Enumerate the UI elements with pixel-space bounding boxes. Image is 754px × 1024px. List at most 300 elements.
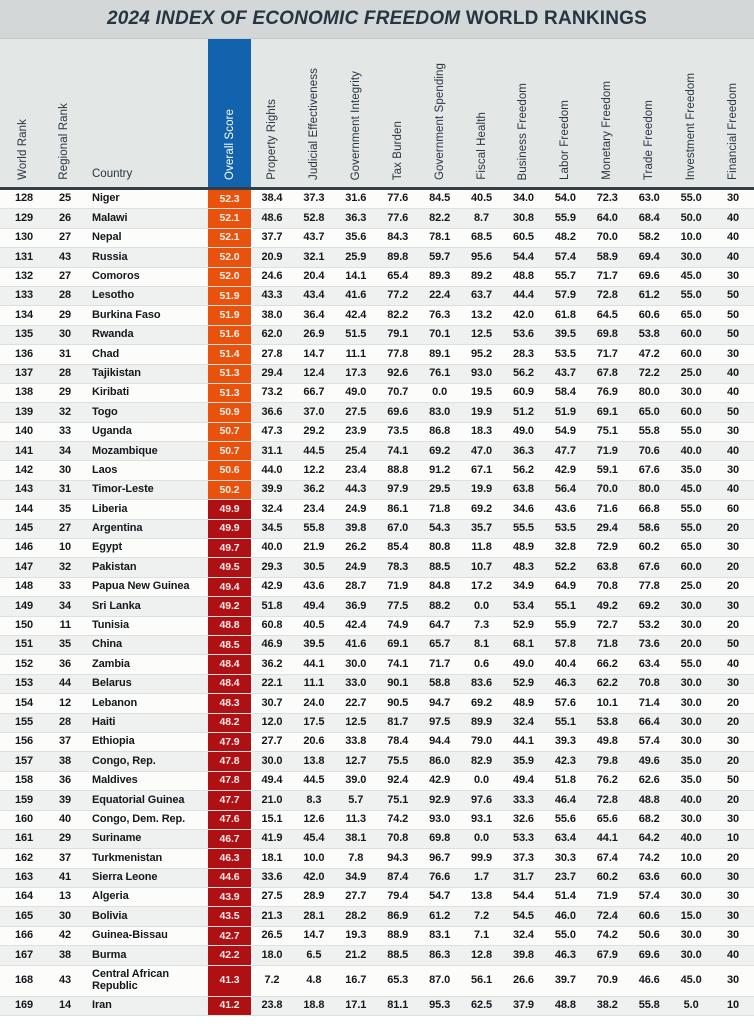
score-value-cell: 73.5 — [387, 425, 409, 438]
score-value-cell: 41.6 — [345, 638, 367, 651]
score-value-cell: 30.0 — [680, 619, 702, 632]
score-value-cell: 55.0 — [680, 289, 702, 302]
score-value-cell: 22.7 — [345, 696, 367, 709]
score-value-cell: 83.1 — [429, 929, 451, 942]
score-value-cell: 61.8 — [554, 308, 576, 321]
score-value-cell: 42.0 — [512, 308, 534, 321]
score-value-cell: 44.3 — [345, 483, 367, 496]
score-value-cell: 90.5 — [387, 696, 409, 709]
score-value-cell: 66.8 — [638, 502, 660, 515]
table-row — [0, 907, 754, 926]
score-value-cell: 93.1 — [471, 812, 493, 825]
score-value-cell: 69.1 — [387, 638, 409, 651]
score-value-cell: 72.2 — [638, 366, 660, 379]
score-value-cell: 30 — [727, 192, 740, 205]
score-value-cell: 39.5 — [554, 328, 576, 341]
score-value-cell: 74.9 — [387, 619, 409, 632]
score-value-cell: 82.2 — [387, 308, 409, 321]
score-value-cell: 78.1 — [429, 231, 451, 244]
score-value-cell: 88.2 — [429, 599, 451, 612]
score-value-cell: 42.9 — [554, 463, 576, 476]
score-value-cell: 30 — [727, 909, 740, 922]
regional-rank-cell: 11 — [59, 619, 71, 632]
table-row — [0, 869, 754, 888]
score-value-cell: 57.6 — [554, 696, 576, 709]
overall-score-cell: 51.4 — [208, 345, 251, 363]
score-value-cell: 35.0 — [680, 463, 702, 476]
table-row — [0, 326, 754, 345]
score-value-cell: 35.0 — [680, 754, 702, 767]
score-value-cell: 40.0 — [680, 444, 702, 457]
regional-rank-cell: 39 — [58, 793, 71, 806]
score-value-cell: 22.1 — [261, 677, 283, 690]
score-value-cell: 40.0 — [680, 793, 702, 806]
score-value-cell: 36.3 — [512, 444, 534, 457]
score-value-cell: 31.1 — [261, 444, 283, 457]
score-value-cell: 68.5 — [471, 231, 493, 244]
score-value-cell: 58.6 — [638, 522, 660, 535]
world-rank-cell: 132 — [14, 269, 33, 282]
score-value-cell: 25.0 — [680, 580, 702, 593]
score-value-cell: 39.5 — [303, 638, 325, 651]
overall-score-cell: 43.9 — [208, 888, 251, 906]
score-value-cell: 65.4 — [387, 269, 409, 282]
score-value-cell: 11.1 — [303, 677, 325, 690]
score-value-cell: 55.8 — [638, 999, 660, 1012]
score-value-cell: 53.4 — [512, 599, 534, 612]
column-header-labor-freedom — [544, 39, 586, 187]
score-value-cell: 69.6 — [638, 948, 660, 961]
score-value-cell: 39.9 — [261, 483, 283, 496]
world-rank-cell: 161 — [14, 832, 33, 845]
regional-rank-cell: 30 — [58, 909, 71, 922]
table-row — [0, 655, 754, 674]
score-value-cell: 28.2 — [345, 909, 367, 922]
score-value-cell: 55.5 — [512, 522, 534, 535]
score-value-cell: 55.1 — [554, 715, 576, 728]
score-value-cell: 71.7 — [429, 657, 451, 670]
column-header-business-freedom — [503, 39, 545, 187]
score-value-cell: 10.1 — [596, 696, 618, 709]
world-rank-cell: 143 — [14, 483, 33, 496]
score-value-cell: 49.0 — [512, 425, 534, 438]
regional-rank-cell: 43 — [58, 250, 71, 263]
score-value-cell: 91.2 — [429, 463, 451, 476]
score-value-cell: 30 — [727, 735, 740, 748]
table-row — [0, 481, 754, 500]
score-value-cell: 56.2 — [512, 366, 534, 379]
score-value-cell: 71.7 — [596, 269, 618, 282]
score-value-cell: 50 — [727, 774, 740, 787]
column-header-world-rank — [0, 39, 45, 187]
score-value-cell: 80.8 — [429, 541, 451, 554]
score-value-cell: 42.9 — [261, 580, 283, 593]
score-value-cell: 33.0 — [345, 677, 367, 690]
country-cell: Sri Lanka — [92, 599, 141, 612]
score-value-cell: 12.7 — [345, 754, 367, 767]
overall-score-cell: 46.7 — [208, 830, 251, 848]
country-cell: Egypt — [92, 541, 123, 554]
score-value-cell: 32.4 — [512, 929, 534, 942]
score-value-cell: 40 — [727, 657, 740, 670]
score-value-cell: 17.3 — [345, 366, 367, 379]
score-value-cell: 67.6 — [638, 463, 660, 476]
overall-score-cell: 50.2 — [208, 481, 251, 499]
score-value-cell: 13.8 — [471, 890, 493, 903]
column-header-investment-freedom — [670, 39, 712, 187]
score-value-cell: 94.7 — [429, 696, 451, 709]
table-row — [0, 927, 754, 946]
score-value-cell: 19.5 — [471, 386, 493, 399]
overall-score-cell: 52.0 — [208, 268, 251, 286]
score-value-cell: 48.3 — [512, 560, 534, 573]
score-value-cell: 44.1 — [303, 657, 325, 670]
score-value-cell: 54.7 — [429, 890, 451, 903]
score-value-cell: 36.6 — [261, 405, 283, 418]
score-value-cell: 34.0 — [512, 192, 534, 205]
score-value-cell: 54.5 — [512, 909, 534, 922]
score-value-cell: 79.0 — [471, 735, 493, 748]
score-value-cell: 14.7 — [303, 929, 325, 942]
score-value-cell: 38.4 — [261, 192, 283, 205]
score-value-cell: 56.4 — [554, 483, 576, 496]
score-value-cell: 30 — [727, 463, 740, 476]
world-rank-cell: 157 — [14, 754, 33, 767]
score-value-cell: 8.3 — [306, 793, 322, 806]
table-row — [0, 229, 754, 248]
score-value-cell: 77.5 — [387, 599, 409, 612]
score-value-cell: 0.0 — [432, 386, 448, 399]
score-value-cell: 37.9 — [512, 999, 534, 1012]
score-value-cell: 88.8 — [387, 463, 409, 476]
score-value-cell: 97.5 — [429, 715, 451, 728]
score-value-cell: 42.0 — [303, 871, 325, 884]
score-value-cell: 55.0 — [680, 502, 702, 515]
score-value-cell: 60.2 — [596, 871, 618, 884]
regional-rank-cell: 25 — [58, 192, 71, 205]
column-header-label: Property Rights — [265, 99, 278, 180]
score-value-cell: 97.9 — [387, 483, 409, 496]
score-value-cell: 75.1 — [387, 793, 409, 806]
score-value-cell: 24.9 — [345, 502, 367, 515]
score-value-cell: 49.4 — [512, 774, 534, 787]
overall-score-cell: 42.2 — [208, 946, 251, 964]
table-row — [0, 248, 754, 267]
regional-rank-cell: 36 — [58, 657, 71, 670]
score-value-cell: 8.7 — [474, 211, 490, 224]
overall-score-cell: 46.3 — [208, 849, 251, 867]
table-row — [0, 636, 754, 655]
overall-score-cell: 49.4 — [208, 578, 251, 596]
score-value-cell: 37.3 — [303, 192, 325, 205]
score-value-cell: 88.5 — [429, 560, 451, 573]
overall-score-cell: 52.1 — [208, 209, 251, 227]
score-value-cell: 55.0 — [680, 657, 702, 670]
score-value-cell: 67.4 — [596, 851, 618, 864]
score-value-cell: 71.7 — [596, 347, 618, 360]
overall-score-cell: 49.5 — [208, 558, 251, 576]
score-value-cell: 55.0 — [680, 425, 702, 438]
score-value-cell: 23.7 — [554, 871, 576, 884]
score-value-cell: 48.9 — [512, 541, 534, 554]
score-value-cell: 84.3 — [387, 231, 409, 244]
column-header-judicial-effectiveness — [293, 39, 335, 187]
regional-rank-cell: 36 — [58, 774, 71, 787]
score-value-cell: 30 — [727, 269, 740, 282]
world-rank-cell: 154 — [14, 696, 33, 709]
score-value-cell: 47.2 — [638, 347, 660, 360]
world-rank-cell: 165 — [14, 909, 33, 922]
score-value-cell: 46.9 — [261, 638, 283, 651]
score-value-cell: 36.2 — [261, 657, 283, 670]
score-value-cell: 30.0 — [680, 696, 702, 709]
score-value-cell: 46.0 — [554, 909, 576, 922]
table-row — [0, 365, 754, 384]
score-value-cell: 55.6 — [554, 812, 576, 825]
overall-score-cell: 50.9 — [208, 403, 251, 421]
score-value-cell: 57.4 — [554, 250, 576, 263]
score-value-cell: 38.2 — [596, 999, 618, 1012]
score-value-cell: 7.3 — [474, 619, 490, 632]
score-value-cell: 53.3 — [512, 832, 534, 845]
score-value-cell: 61.2 — [429, 909, 451, 922]
overall-score-cell: 41.3 — [208, 966, 251, 996]
score-value-cell: 24.0 — [303, 696, 325, 709]
table-row — [0, 772, 754, 791]
overall-score-cell: 50.6 — [208, 461, 251, 479]
score-value-cell: 44.1 — [596, 832, 618, 845]
score-value-cell: 20.9 — [261, 250, 283, 263]
score-value-cell: 17.1 — [345, 999, 367, 1012]
overall-score-cell: 48.3 — [208, 694, 251, 712]
column-header-label: Fiscal Health — [475, 112, 488, 180]
regional-rank-cell: 33 — [58, 580, 71, 593]
score-value-cell: 79.1 — [387, 328, 409, 341]
score-value-cell: 58.4 — [554, 386, 576, 399]
country-cell: Tajikistan — [92, 366, 141, 379]
score-value-cell: 68.4 — [638, 211, 660, 224]
regional-rank-cell: 14 — [58, 999, 71, 1012]
score-value-cell: 40.5 — [303, 619, 325, 632]
table-row — [0, 997, 754, 1016]
table-row — [0, 345, 754, 364]
regional-rank-cell: 26 — [58, 211, 71, 224]
score-value-cell: 11.1 — [345, 347, 366, 360]
score-value-cell: 27.8 — [261, 347, 283, 360]
score-value-cell: 69.8 — [429, 832, 451, 845]
score-value-cell: 47.3 — [261, 425, 283, 438]
score-value-cell: 57.8 — [554, 638, 576, 651]
score-value-cell: 87.0 — [429, 973, 451, 986]
world-rank-cell: 130 — [14, 231, 33, 244]
table-row — [0, 578, 754, 597]
score-value-cell: 49.2 — [596, 599, 618, 612]
score-value-cell: 67.0 — [387, 522, 409, 535]
score-value-cell: 95.2 — [471, 347, 493, 360]
score-value-cell: 65.0 — [680, 308, 702, 321]
regional-rank-cell: 38 — [58, 948, 71, 961]
country-cell: Congo, Rep. — [92, 754, 156, 767]
score-value-cell: 29.2 — [303, 425, 325, 438]
table-header-row — [0, 39, 754, 187]
score-value-cell: 23.8 — [261, 999, 283, 1012]
score-value-cell: 7.8 — [348, 851, 364, 864]
country-cell: Nepal — [92, 231, 122, 244]
score-value-cell: 11.8 — [471, 541, 492, 554]
country-cell: Niger — [92, 192, 120, 205]
column-header-financial-freedom — [712, 39, 754, 187]
score-value-cell: 30.3 — [554, 851, 576, 864]
regional-rank-cell: 43 — [58, 973, 71, 986]
score-value-cell: 39.3 — [554, 735, 576, 748]
column-header-government-spending — [419, 39, 461, 187]
score-value-cell: 54.4 — [512, 250, 534, 263]
column-header-label: Trade Freedom — [643, 99, 656, 180]
score-value-cell: 89.8 — [387, 250, 409, 263]
regional-rank-cell: 28 — [58, 715, 71, 728]
score-value-cell: 63.4 — [554, 832, 576, 845]
overall-score-cell: 47.7 — [208, 791, 251, 809]
score-value-cell: 77.6 — [387, 192, 409, 205]
regional-rank-cell: 27 — [58, 269, 71, 282]
score-value-cell: 58.9 — [596, 250, 618, 263]
score-value-cell: 71.4 — [638, 696, 660, 709]
score-value-cell: 43.6 — [303, 580, 325, 593]
score-value-cell: 65.6 — [596, 812, 618, 825]
score-value-cell: 79.8 — [596, 754, 618, 767]
score-value-cell: 54.0 — [554, 192, 576, 205]
overall-score-cell: 51.9 — [208, 287, 251, 305]
world-rank-cell: 162 — [14, 851, 33, 864]
score-value-cell: 46.4 — [554, 793, 576, 806]
score-value-cell: 80.0 — [638, 386, 660, 399]
score-value-cell: 74.1 — [387, 657, 409, 670]
score-value-cell: 96.7 — [429, 851, 451, 864]
table-row — [0, 287, 754, 306]
overall-score-cell: 51.9 — [208, 306, 251, 324]
score-value-cell: 40 — [727, 948, 740, 961]
score-value-cell: 33.6 — [261, 871, 283, 884]
score-value-cell: 39.0 — [345, 774, 367, 787]
world-rank-cell: 140 — [14, 425, 33, 438]
score-value-cell: 70.8 — [387, 832, 409, 845]
score-value-cell: 64.0 — [596, 211, 618, 224]
score-value-cell: 69.2 — [471, 502, 493, 515]
score-value-cell: 30.0 — [680, 948, 702, 961]
score-value-cell: 84.8 — [429, 580, 451, 593]
score-value-cell: 30.8 — [512, 211, 534, 224]
score-value-cell: 89.3 — [429, 269, 451, 282]
regional-rank-cell: 32 — [58, 405, 71, 418]
score-value-cell: 42.4 — [345, 619, 367, 632]
score-value-cell: 44.0 — [261, 463, 283, 476]
score-value-cell: 13.8 — [303, 754, 325, 767]
score-value-cell: 40 — [727, 386, 740, 399]
score-value-cell: 53.5 — [554, 522, 576, 535]
overall-score-cell: 49.9 — [208, 500, 251, 518]
score-value-cell: 12.8 — [471, 948, 493, 961]
title-bar — [0, 0, 754, 39]
score-value-cell: 62.0 — [261, 328, 283, 341]
score-value-cell: 60.0 — [680, 560, 702, 573]
country-cell: Haiti — [92, 715, 116, 728]
column-header-regional-rank — [45, 39, 82, 187]
score-value-cell: 76.9 — [596, 386, 618, 399]
world-rank-cell: 134 — [14, 308, 33, 321]
score-value-cell: 99.9 — [471, 851, 493, 864]
score-value-cell: 77.2 — [387, 289, 409, 302]
score-value-cell: 86.0 — [429, 754, 451, 767]
score-value-cell: 63.0 — [638, 192, 660, 205]
score-value-cell: 70.9 — [596, 973, 618, 986]
country-cell: Mozambique — [92, 444, 158, 457]
regional-rank-cell: 31 — [58, 483, 71, 496]
regional-rank-cell: 32 — [58, 560, 71, 573]
regional-rank-cell: 42 — [58, 929, 71, 942]
score-value-cell: 92.6 — [387, 366, 409, 379]
table-row — [0, 209, 754, 228]
table-row — [0, 268, 754, 287]
score-value-cell: 43.7 — [303, 231, 325, 244]
score-value-cell: 81.7 — [387, 715, 409, 728]
score-value-cell: 10.0 — [303, 851, 325, 864]
score-value-cell: 54.3 — [429, 522, 451, 535]
overall-score-cell: 51.3 — [208, 365, 251, 383]
score-value-cell: 30 — [727, 347, 740, 360]
score-value-cell: 10 — [727, 832, 740, 845]
country-cell: Pakistan — [92, 560, 137, 573]
score-value-cell: 70.0 — [596, 483, 618, 496]
country-cell: Equatorial Guinea — [92, 793, 185, 806]
regional-rank-cell: 35 — [58, 638, 71, 651]
score-value-cell: 44.5 — [303, 444, 325, 457]
score-value-cell: 30.0 — [345, 657, 367, 670]
score-value-cell: 12.4 — [303, 366, 325, 379]
regional-rank-cell: 27 — [58, 231, 71, 244]
score-value-cell: 21.0 — [261, 793, 283, 806]
score-value-cell: 70.1 — [429, 328, 451, 341]
score-value-cell: 25.4 — [345, 444, 367, 457]
score-value-cell: 82.2 — [429, 211, 451, 224]
table-row — [0, 830, 754, 849]
country-cell: Zambia — [92, 657, 130, 670]
score-value-cell: 1.7 — [474, 871, 490, 884]
score-value-cell: 21.9 — [303, 541, 325, 554]
score-value-cell: 65.0 — [638, 405, 660, 418]
score-value-cell: 64.5 — [596, 308, 618, 321]
country-cell: Guinea-Bissau — [92, 929, 168, 942]
score-value-cell: 70.6 — [638, 444, 660, 457]
score-value-cell: 97.6 — [471, 793, 493, 806]
score-value-cell: 67.1 — [471, 463, 493, 476]
score-value-cell: 0.0 — [474, 599, 490, 612]
score-value-cell: 33.8 — [345, 735, 367, 748]
country-cell: Togo — [92, 405, 118, 418]
score-value-cell: 64.9 — [554, 580, 576, 593]
country-cell: Burma — [92, 948, 127, 961]
score-value-cell: 20 — [727, 522, 740, 535]
country-cell: Bolivia — [92, 909, 128, 922]
regional-rank-cell: 44 — [58, 677, 71, 690]
score-value-cell: 51.2 — [512, 405, 534, 418]
score-value-cell: 31.6 — [345, 192, 367, 205]
country-cell: Suriname — [92, 832, 142, 845]
score-value-cell: 76.3 — [429, 308, 451, 321]
score-value-cell: 89.9 — [471, 715, 493, 728]
table-row — [0, 752, 754, 771]
score-value-cell: 42.4 — [345, 308, 367, 321]
score-value-cell: 45.0 — [680, 973, 702, 986]
